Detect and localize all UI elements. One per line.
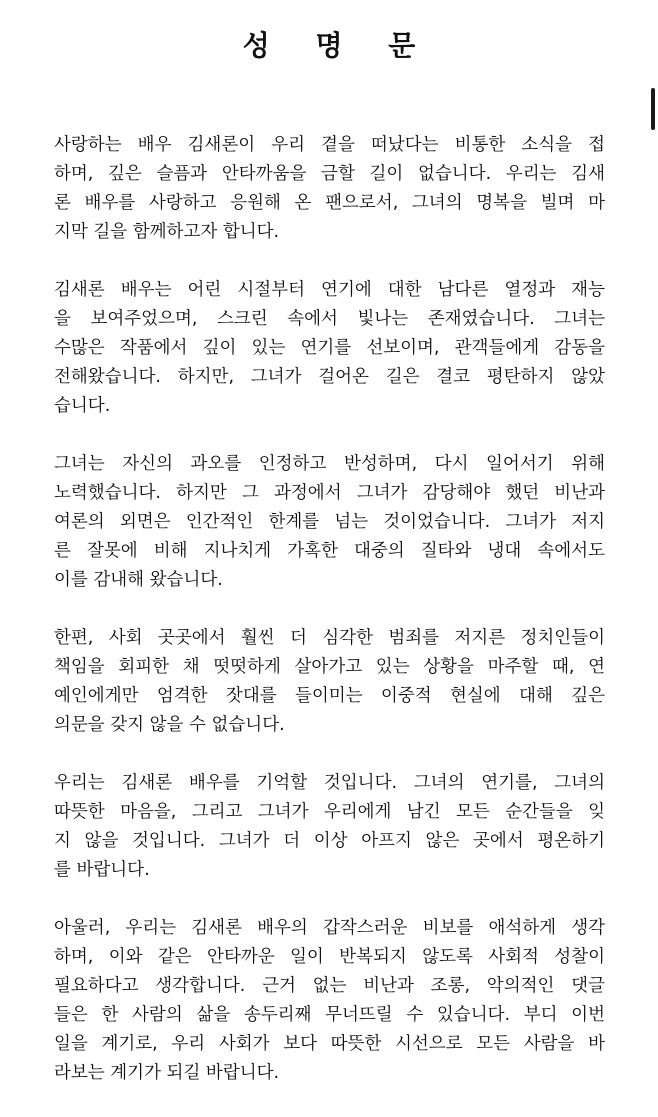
text-line: 지 않을 것입니다. 그녀가 더 이상 아프지 않은 곳에서 평온하기 <box>54 831 605 851</box>
statement-body <box>54 131 605 1117</box>
scrollbar-thumb[interactable] <box>651 88 655 130</box>
text-line: 습니다. <box>54 396 111 416</box>
paragraph-4 <box>54 624 605 740</box>
paragraph-3 <box>54 450 605 595</box>
text-line: 그녀는 자신의 과오를 인정하고 반성하며, 다시 일어서기 위해 <box>54 454 605 474</box>
text-line: 필요하다고 생각합니다. 근거 없는 비난과 조롱, 악의적인 댓글 <box>54 976 605 996</box>
text-line: 예인에게만 엄격한 잣대를 들이미는 이중적 현실에 대해 깊은 <box>54 686 605 706</box>
text-line: 라보는 계기가 되길 바랍니다. <box>54 1063 280 1083</box>
text-line: 노력했습니다. 하지만 그 과정에서 그녀가 감당해야 했던 비난과 <box>54 483 605 503</box>
text-line: 수많은 작품에서 깊이 있는 연기를 선보이며, 관객들에게 감동을 <box>54 338 605 358</box>
text-line: 우리는 김새론 배우를 기억할 것입니다. 그녀의 연기를, 그녀의 <box>54 773 605 793</box>
text-line: 김새론 배우는 어린 시절부터 연기에 대한 남다른 열정과 재능 <box>54 280 605 300</box>
text-line: 한편, 사회 곳곳에서 훨씬 더 심각한 범죄를 저지른 정치인들이 <box>54 628 605 648</box>
text-line: 들은 한 사람의 삶을 송두리째 무너뜨릴 수 있습니다. 부디 이번 <box>54 1005 605 1025</box>
text-line: 사랑하는 배우 김새론이 우리 곁을 떠났다는 비통한 소식을 접 <box>54 135 605 155</box>
text-line: 을 보여주었으며, 스크린 속에서 빛나는 존재였습니다. 그녀는 <box>54 309 605 329</box>
text-line: 를 바랍니다. <box>54 860 150 880</box>
text-line: 론 배우를 사랑하고 응원해 온 팬으로서, 그녀의 명복을 빌며 마 <box>54 193 605 213</box>
text-line: 이를 감내해 왔습니다. <box>54 570 223 590</box>
paragraph-6 <box>54 914 605 1088</box>
paragraph-5 <box>54 769 605 885</box>
document-title: 성 명 문 <box>242 29 434 62</box>
text-line: 여론의 외면은 인간적인 한계를 넘는 것이었습니다. 그녀가 저지 <box>54 512 605 532</box>
text-line: 일을 계기로, 우리 사회가 보다 따뜻한 시선으로 모든 사람을 바 <box>54 1034 605 1054</box>
paragraph-1 <box>54 131 605 247</box>
text-line: 의문을 갖지 않을 수 없습니다. <box>54 715 285 735</box>
text-line: 전해왔습니다. 하지만, 그녀가 걸어온 길은 결코 평탄하지 않았 <box>54 367 605 387</box>
text-line: 른 잘못에 비해 지나치게 가혹한 대중의 질타와 냉대 속에서도 <box>54 541 605 561</box>
text-line: 지막 길을 함께하고자 합니다. <box>54 222 280 242</box>
text-line: 따뜻한 마음을, 그리고 그녀가 우리에게 남긴 모든 순간들을 잊 <box>54 802 605 822</box>
text-line: 하며, 깊은 슬픔과 안타까움을 금할 길이 없습니다. 우리는 김새 <box>54 164 605 184</box>
paragraph-2 <box>54 276 605 421</box>
text-line: 아울러, 우리는 김새론 배우의 갑작스러운 비보를 애석하게 생각 <box>54 918 605 938</box>
text-line: 책임을 회피한 채 떳떳하게 살아가고 있는 상황을 마주할 때, 연 <box>54 657 605 677</box>
text-line: 하며, 이와 같은 안타까운 일이 반복되지 않도록 사회적 성찰이 <box>54 947 605 967</box>
